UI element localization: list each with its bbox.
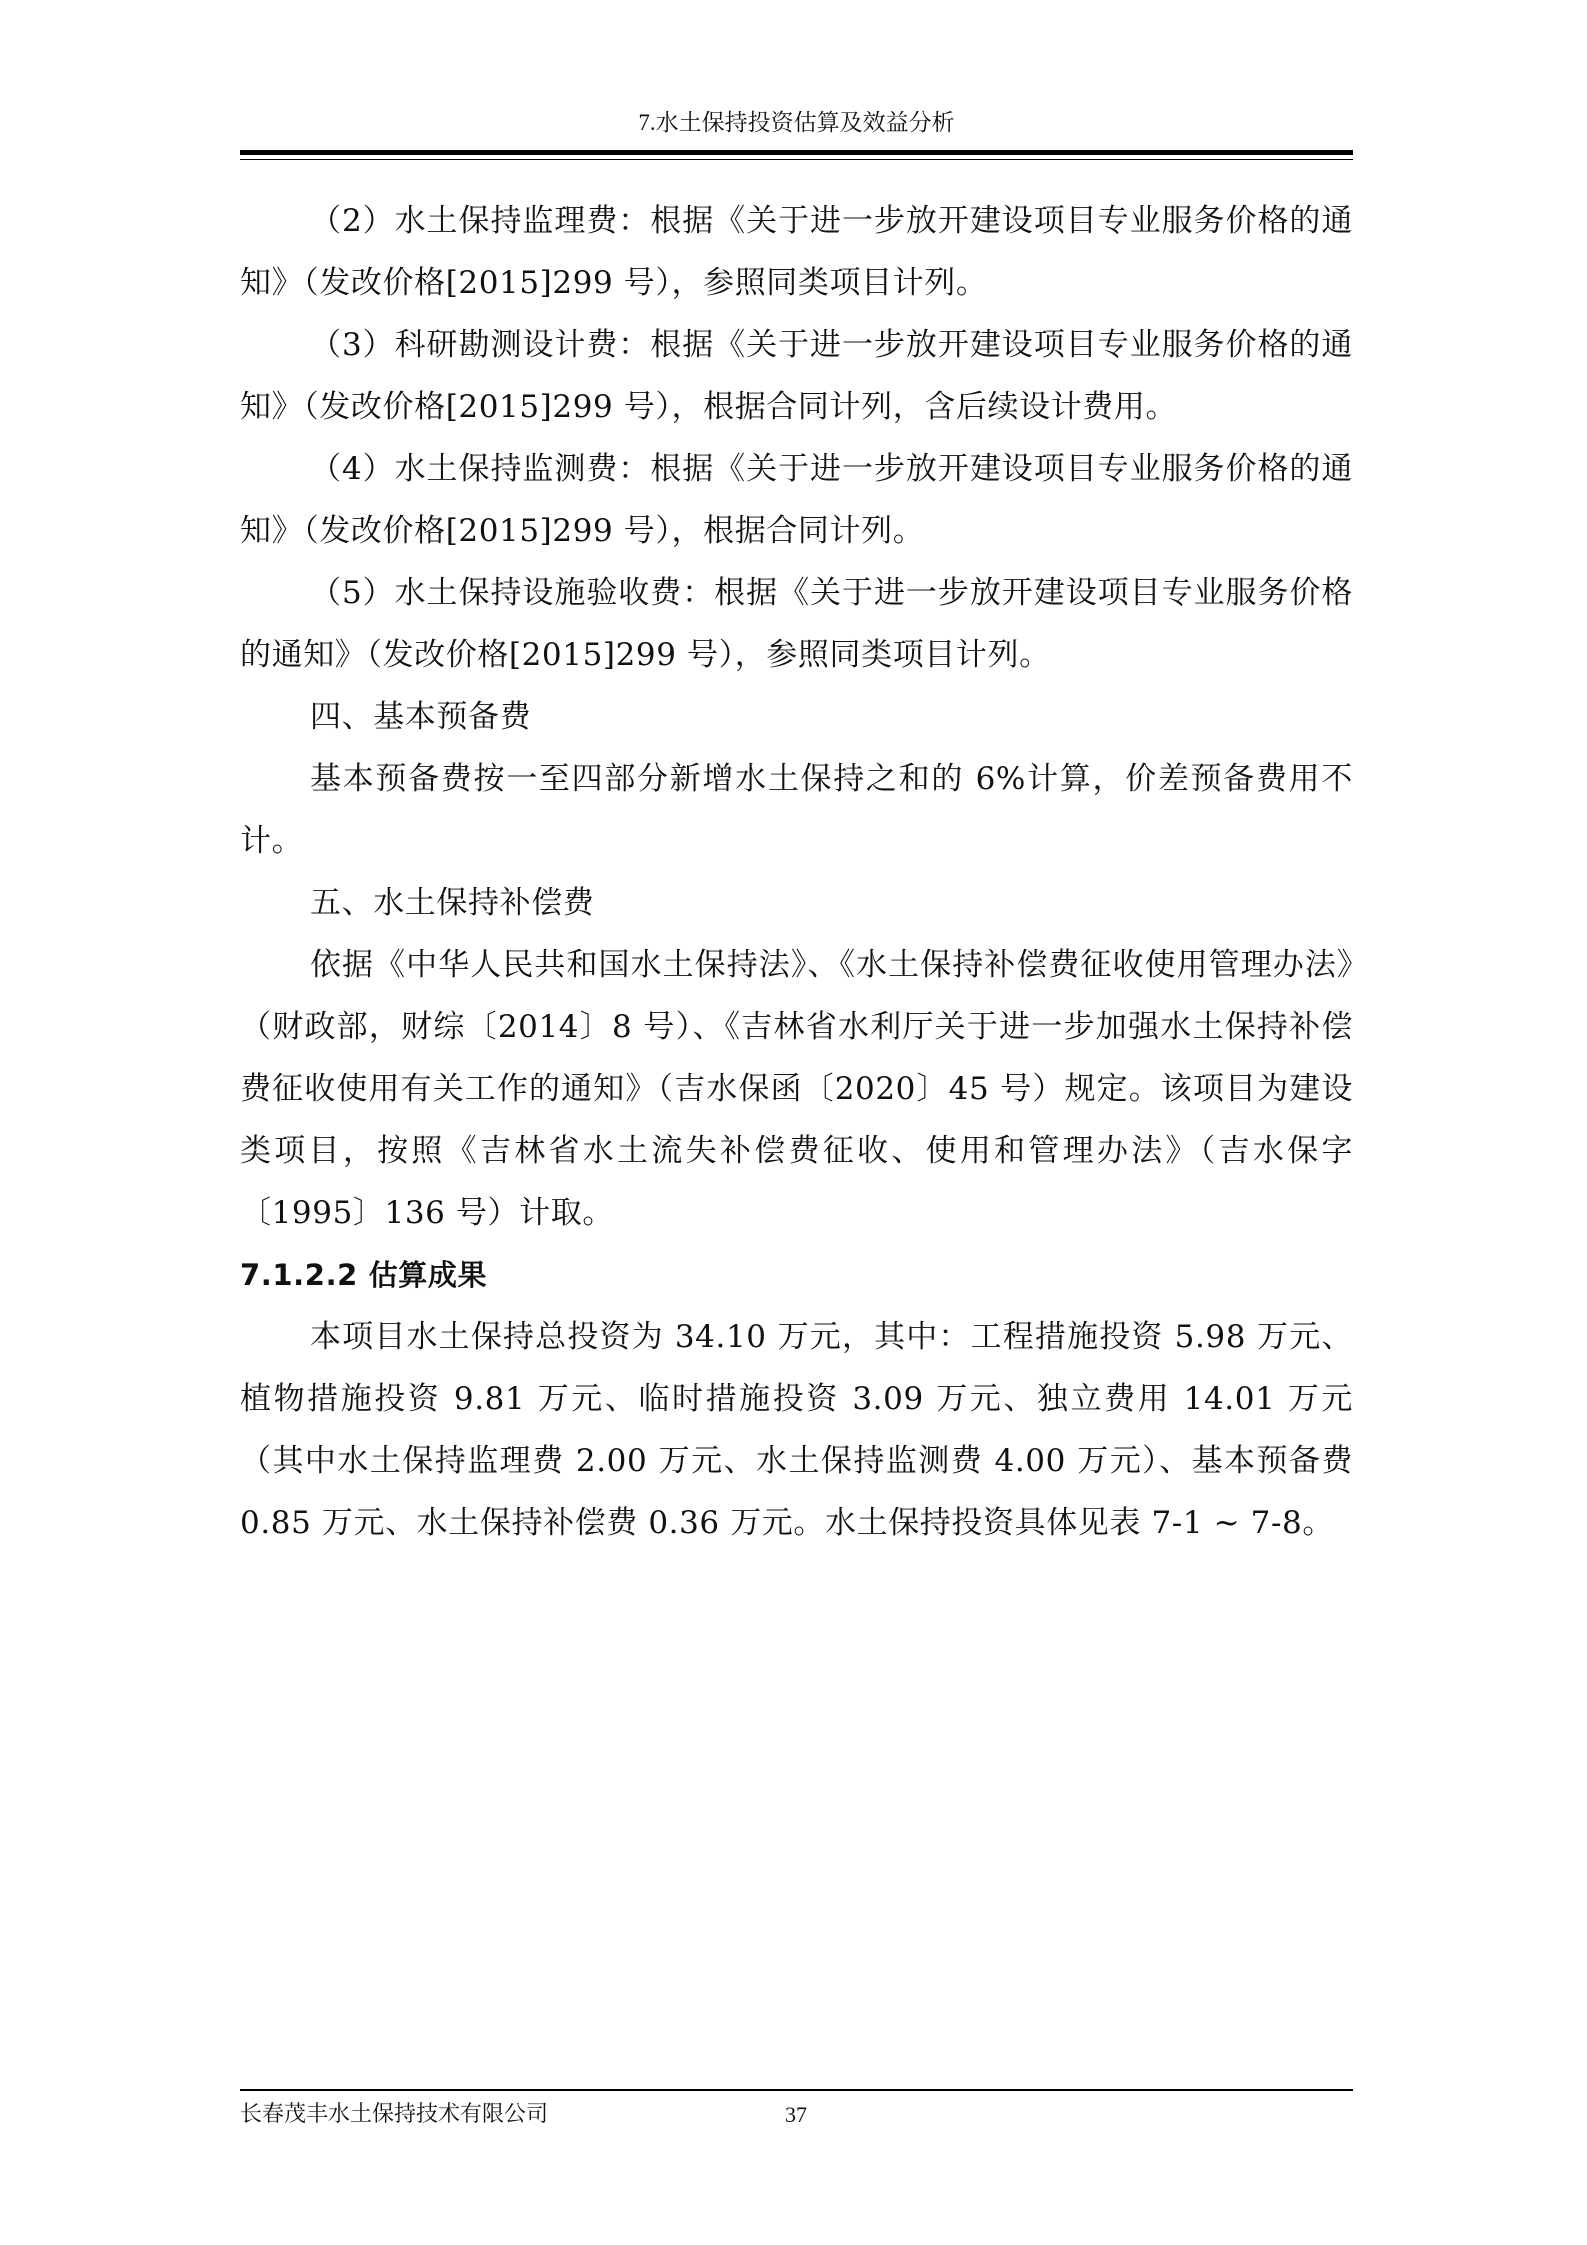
paragraph-basic-reserve: 基本预备费按一至四部分新增水土保持之和的 6%计算，价差预备费用不计。	[240, 761, 1353, 859]
section-heading-basic-reserve: 四、基本预备费	[310, 699, 532, 735]
header-rule-thin	[240, 159, 1353, 160]
paragraph-supervision-fee: （2）水土保持监理费：根据《关于进一步放开建设项目专业服务价格的通知》（发改价格[2015]299 号），参照同类项目计列。	[240, 203, 1353, 301]
paragraph-results: 本项目水土保持总投资为 34.10 万元，其中：工程措施投资 5.98 万元、植物措施投资 9.81 万元、临时措施投资 3.09 万元、独立费用 14.01 万元（其中水土保持监理费 2.00 万元、水土保持监测费 4.00 万元）、基本预备费 0.85 万元、水土保持补偿费 0.36 万元。水土保持投资具体见表 7-1 ~ 7-8。	[240, 1319, 1353, 1541]
document-body	[240, 190, 1353, 1554]
subsection-heading-results: 7.1.2.2 估算成果	[240, 1258, 488, 1292]
paragraph-research-design-fee: （3）科研勘测设计费：根据《关于进一步放开建设项目专业服务价格的通知》（发改价格[2015]299 号），根据合同计列，含后续设计费用。	[240, 327, 1353, 425]
header-rule-thick	[240, 150, 1353, 155]
paragraph-monitoring-fee: （4）水土保持监测费：根据《关于进一步放开建设项目专业服务价格的通知》（发改价格[2015]299 号），根据合同计列。	[240, 451, 1353, 549]
footer-rule	[240, 2089, 1353, 2091]
footer-company-name: 长春茂丰水土保持技术有限公司	[240, 2102, 549, 2127]
section-heading-compensation: 五、水土保持补偿费	[310, 885, 595, 921]
running-header: 7.水土保持投资估算及效益分析	[638, 110, 955, 135]
paragraph-acceptance-fee: （5）水土保持设施验收费：根据《关于进一步放开建设项目专业服务价格的通知》（发改价格[2015]299 号），参照同类项目计列。	[240, 575, 1353, 673]
page-number: 37	[785, 2102, 807, 2127]
paragraph-compensation: 依据《中华人民共和国水土保持法》、《水土保持补偿费征收使用管理办法》（财政部，财综〔2014〕8 号）、《吉林省水利厅关于进一步加强水土保持补偿费征收使用有关工作的通知》（吉水保函〔2020〕45 号）规定。该项目为建设类项目，按照《吉林省水土流失补偿费征收、使用和管理办法》（吉水保字〔1995〕136 号）计取。	[240, 947, 1353, 1231]
